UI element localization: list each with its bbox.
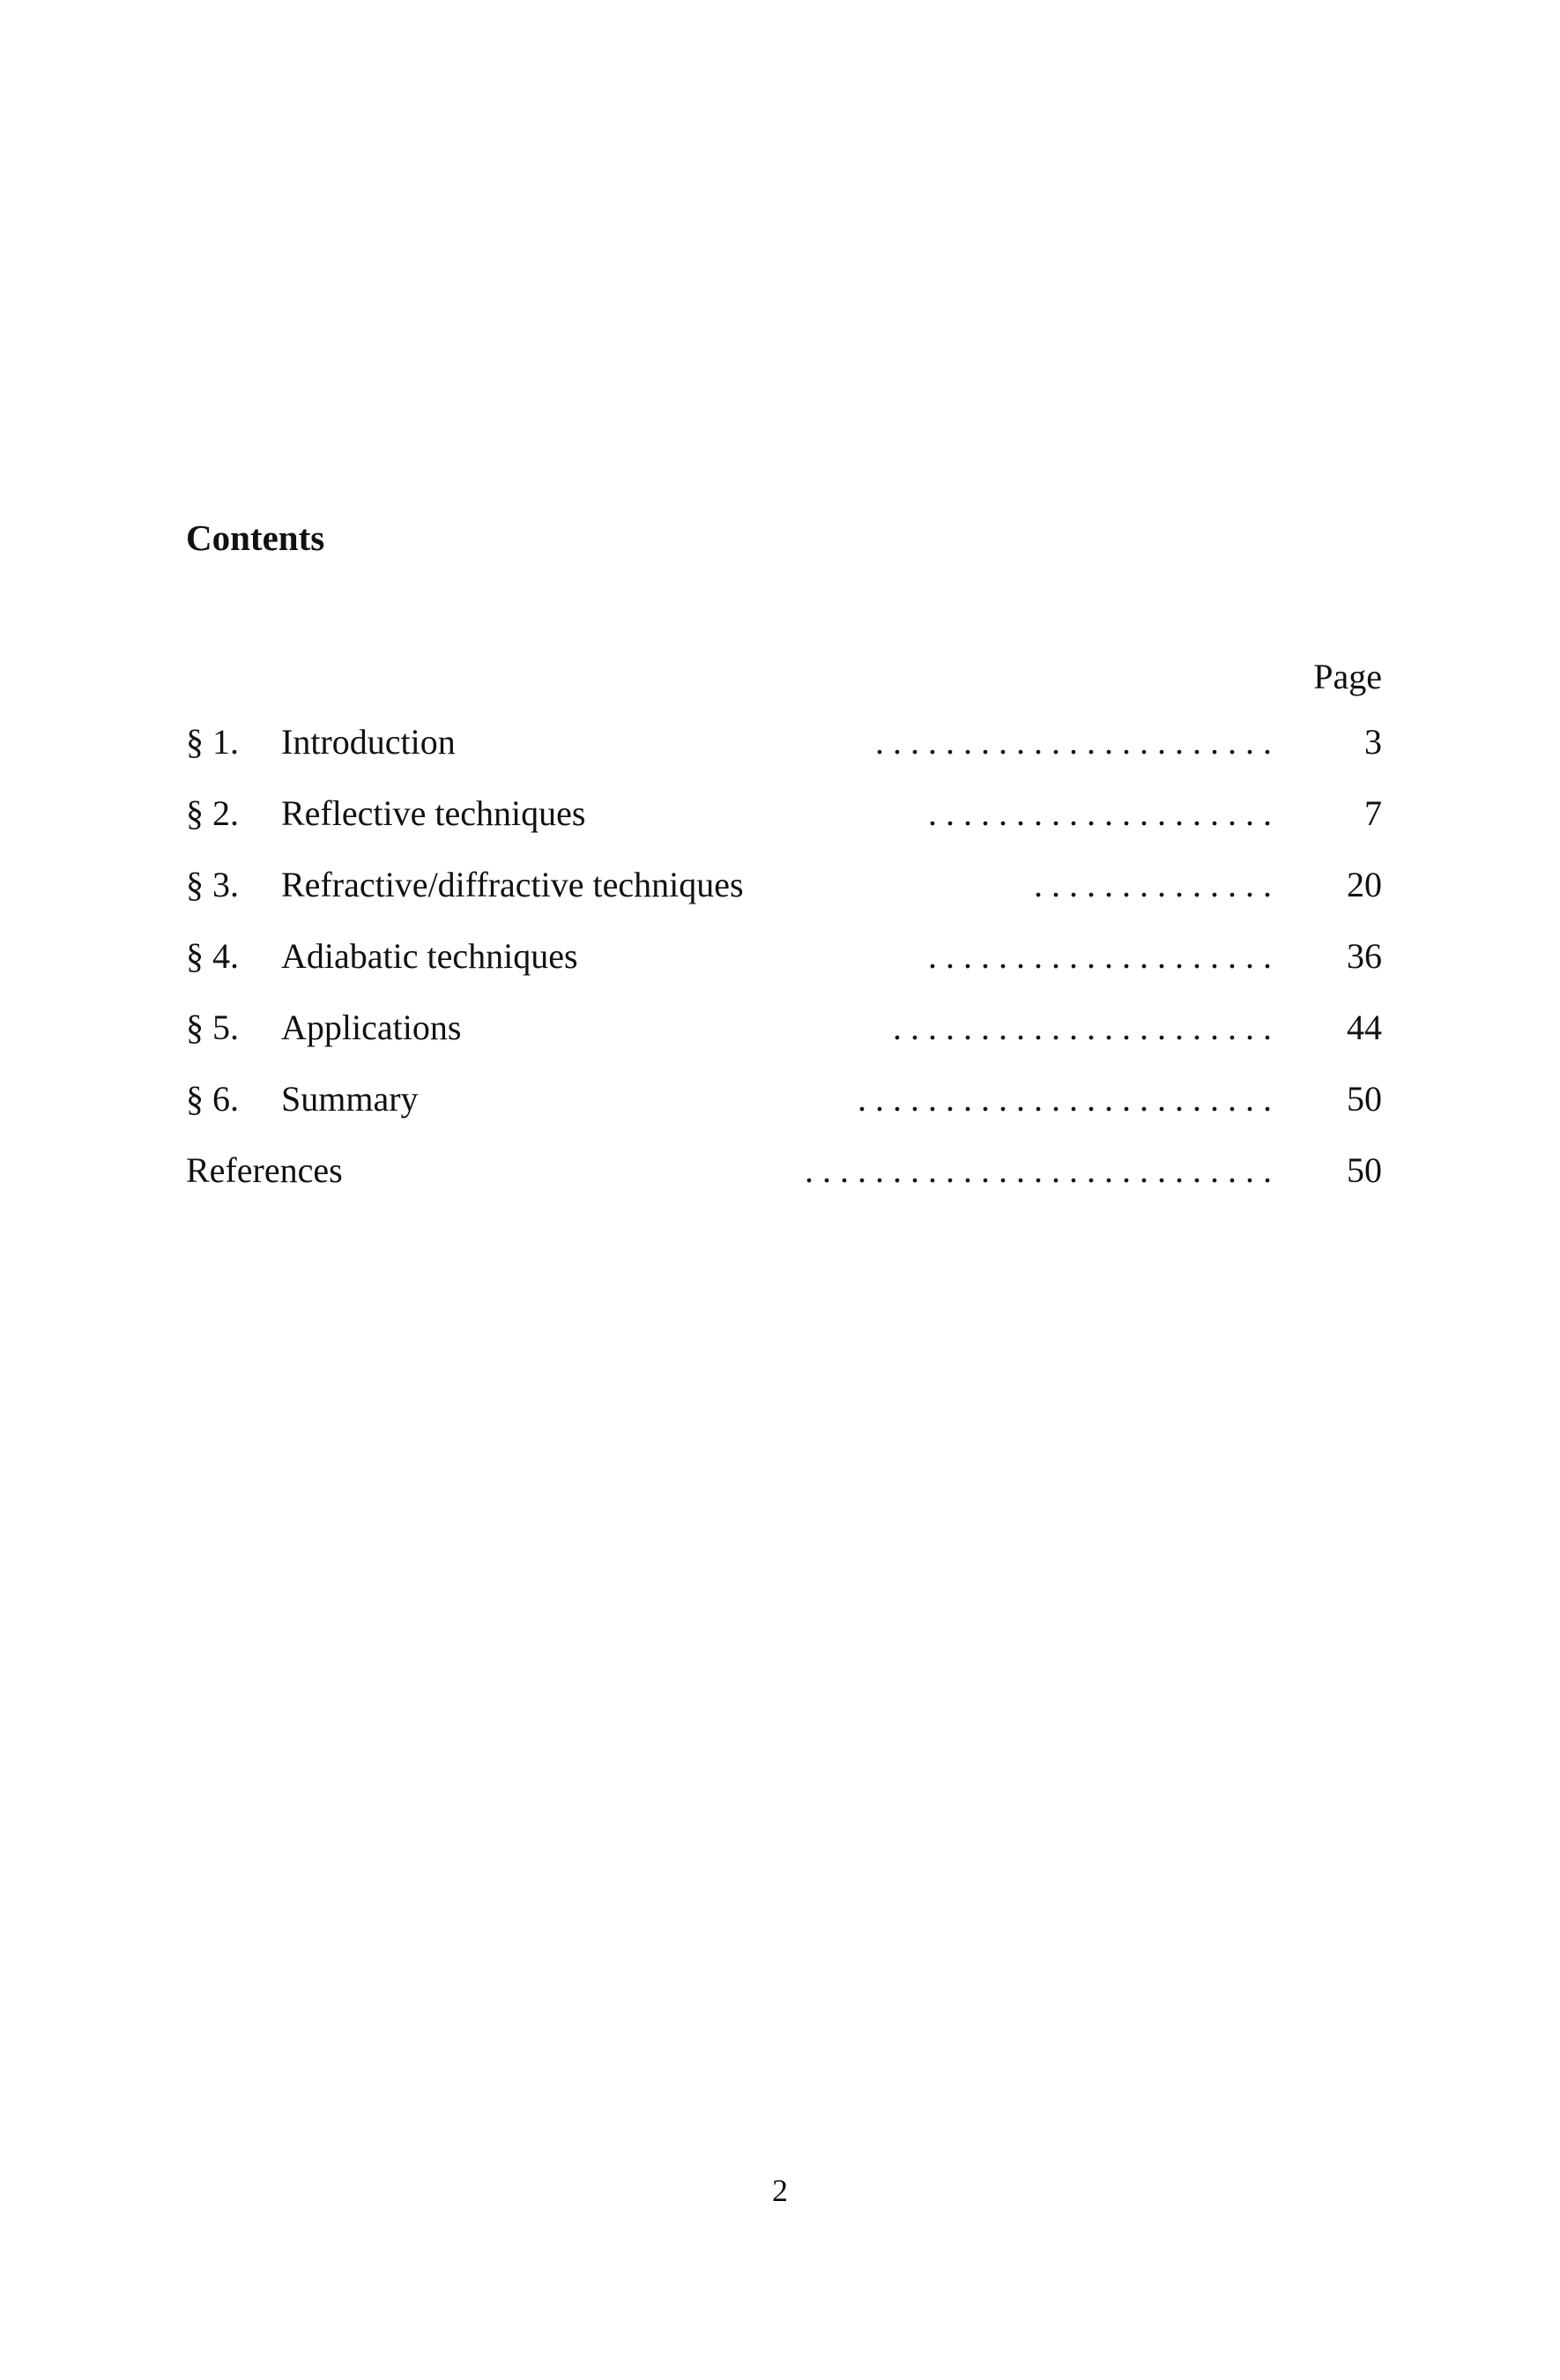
contents-heading: Contents <box>186 517 325 558</box>
toc-entry-number: § 1. <box>186 722 239 762</box>
toc-entry-title: Adiabatic techniques <box>281 936 578 976</box>
toc-entry-introduction[interactable] <box>186 718 1382 767</box>
toc-entry-page: 50 <box>1347 1079 1382 1119</box>
toc-entry-title: Applications <box>281 1008 462 1047</box>
toc-entry-page: 44 <box>1347 1008 1382 1047</box>
toc-entry-number: § 4. <box>186 936 239 976</box>
toc-entry-reflective-techniques[interactable] <box>186 789 1382 838</box>
toc-entry-adiabatic-techniques[interactable] <box>186 932 1382 981</box>
toc-entry-number: § 3. <box>186 865 239 904</box>
page-column-label: Page <box>1313 657 1382 696</box>
toc-entry-title: Summary <box>281 1079 419 1119</box>
toc-entry-applications[interactable] <box>186 1003 1382 1052</box>
toc-entry-title: Introduction <box>281 722 456 762</box>
toc-entry-page: 50 <box>1347 1150 1382 1190</box>
toc-entry-page: 36 <box>1347 936 1382 976</box>
toc-entry-page: 3 <box>1364 722 1382 762</box>
toc-leader-dots: . . . . . . . . . . . . . . . . . . . . <box>928 793 1272 833</box>
toc-entry-summary[interactable] <box>186 1075 1382 1124</box>
toc-leader-dots: . . . . . . . . . . . . . . . . . . . . . . . <box>875 722 1272 762</box>
toc-entry-refractive-diffractive-techniques[interactable] <box>186 860 1382 910</box>
footer-page-number: 2 <box>772 2173 788 2208</box>
toc-leader-dots: . . . . . . . . . . . . . . . . . . . . . . <box>893 1008 1272 1047</box>
toc-entry-references[interactable] <box>186 1146 1382 1195</box>
toc-entry-page: 7 <box>1364 793 1382 833</box>
toc-leader-dots: . . . . . . . . . . . . . . . . . . . . . . . . . . . <box>805 1150 1272 1190</box>
toc-entry-title: Refractive/diffractive techniques <box>281 865 744 904</box>
toc-entry-title: Reflective techniques <box>281 793 586 833</box>
toc-entry-number: § 5. <box>186 1008 239 1047</box>
toc-entry-page: 20 <box>1347 865 1382 904</box>
toc-entry-title: References <box>186 1150 343 1190</box>
toc-entry-number: § 2. <box>186 793 239 833</box>
toc-entry-number: § 6. <box>186 1079 239 1119</box>
toc-leader-dots: . . . . . . . . . . . . . . . . . . . . <box>928 936 1272 976</box>
toc-leader-dots: . . . . . . . . . . . . . . <box>1034 865 1272 904</box>
toc-leader-dots: . . . . . . . . . . . . . . . . . . . . . . . . <box>858 1079 1272 1119</box>
